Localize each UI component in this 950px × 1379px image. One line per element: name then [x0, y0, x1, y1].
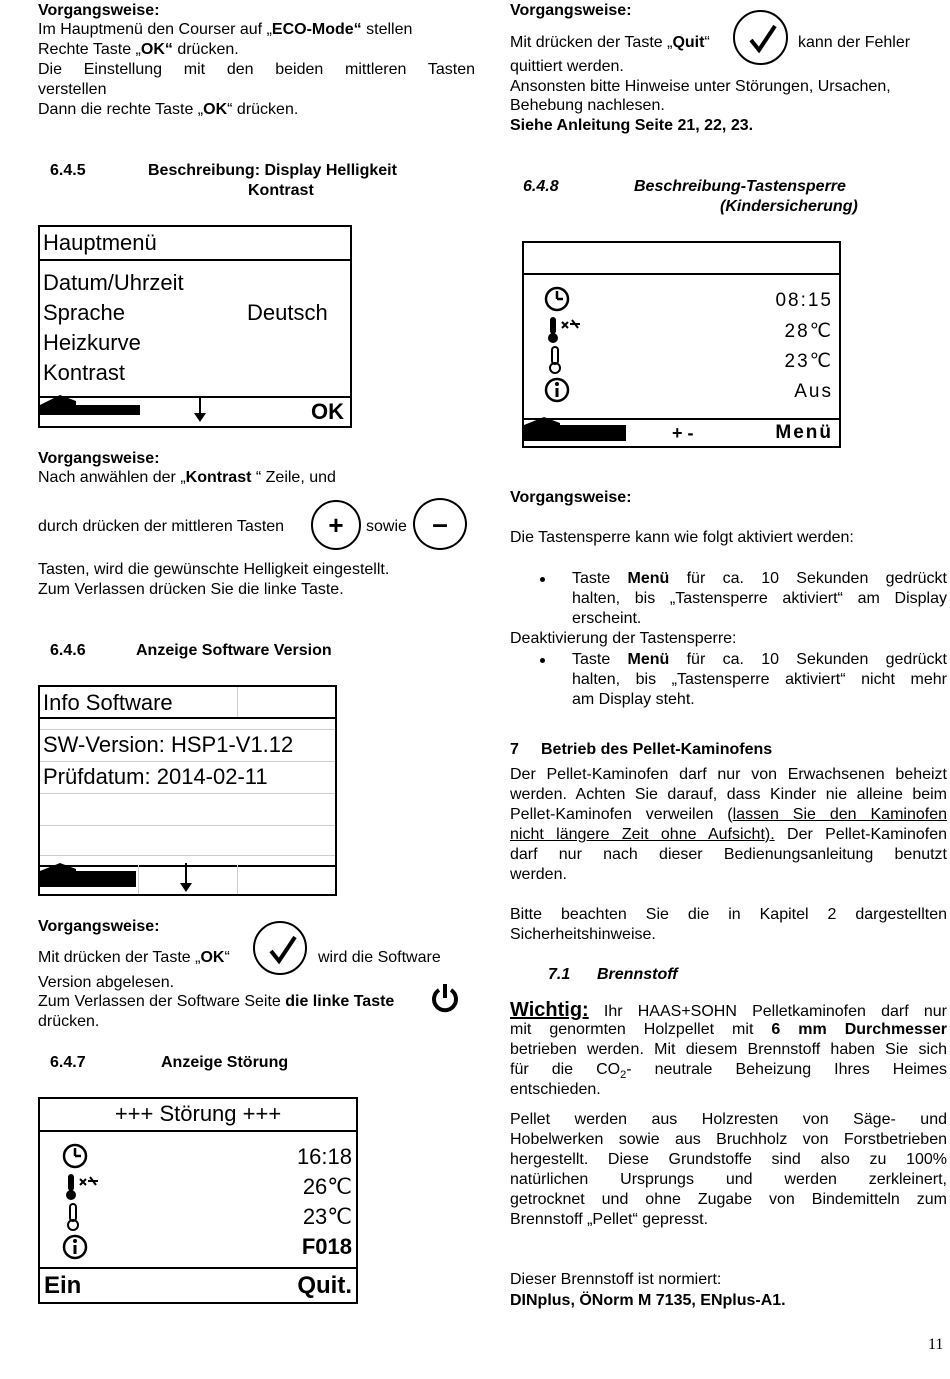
s648-bullet1-line2: halten, bis „Tastensperre aktiviert“ am Display	[572, 590, 947, 607]
ok-checkmark-icon	[253, 921, 307, 975]
lcd-temperature-2: 23℃	[302, 1204, 352, 1229]
lcd-ok-label: OK	[311, 399, 344, 424]
s646-line-3: Zum Verlassen der Software Seite die linke Taste	[38, 993, 395, 1010]
s646-line-1-end: wird die Software	[318, 949, 441, 966]
lcd-display-software-info	[38, 685, 337, 896]
back-arrow-icon	[524, 417, 634, 447]
lcd-display-main-menu	[38, 225, 352, 428]
lcd-header: Hauptmenü	[43, 230, 157, 255]
room-temperature-icon	[64, 1203, 84, 1231]
lcd-quit-button: Quit.	[297, 1272, 352, 1299]
left-top-line-4: verstellen	[38, 81, 107, 98]
lcd-header: +++ Störung +++	[114, 1101, 282, 1126]
bullet-icon	[540, 577, 545, 582]
s7-p2-line1: Bitte beachten Sie die in Kapitel 2 dargestellten	[510, 906, 947, 923]
flue-temperature-icon	[62, 1173, 102, 1201]
s648-bullet1-line1: Taste Menü für ca. 10 Sekunden gedrückt	[572, 570, 947, 587]
lcd-plus-minus: + -	[672, 423, 694, 443]
lcd-temperature-1: 28℃	[784, 321, 833, 342]
s645-heading: Vorgangsweise:	[38, 450, 160, 467]
lcd-menu-row: Kontrast	[43, 360, 125, 385]
plus-button-icon: +	[311, 500, 361, 550]
info-icon	[544, 377, 570, 403]
section-title-645-line2: Kontrast	[248, 182, 314, 199]
s71-pellet-line3: hergestellt. Diese Grundstoffe sind also zu 100%	[510, 1151, 947, 1168]
s646-line-1: Mit drücken der Taste „OK“	[38, 949, 230, 966]
lcd-menu-row: Sprache	[43, 300, 125, 325]
lcd-status: Aus	[794, 381, 833, 402]
right-top-line-1-end: kann der Fehler	[798, 34, 911, 51]
s71-wichtig-line5: entschieden.	[510, 1081, 601, 1098]
lcd-ein-button: Ein	[44, 1272, 82, 1299]
back-arrow-icon	[40, 863, 140, 893]
section-title-648-line2: (Kindersicherung)	[720, 198, 858, 215]
lcd-temperature-2: 23℃	[784, 351, 833, 372]
s645-line-4: Zum Verlassen drücken Sie die linke Taste.	[38, 581, 344, 598]
s71-wichtig-line2: mit genormten Holzpellet mit 6 mm Durchmesser	[510, 1021, 948, 1038]
s71-pellet-line6: Brennstoff „Pellet“ gepresst.	[510, 1211, 709, 1228]
info-icon	[62, 1234, 88, 1260]
quit-checkmark-icon	[733, 10, 788, 65]
s646-line-2: Version abgelesen.	[38, 974, 175, 991]
lcd-error-code: F018	[301, 1234, 352, 1259]
lcd-display-error	[38, 1097, 358, 1304]
minus-button-icon: –	[413, 498, 467, 550]
s648-intro: Die Tastensperre kann wie folgt aktiviert werden:	[510, 529, 854, 546]
s645-line-2: durch drücken der mittleren Tasten	[38, 518, 285, 535]
right-top-line-4: Behebung nachlesen.	[510, 97, 665, 114]
down-arrow-icon	[178, 863, 194, 893]
s71-norm-line2: DINplus, ÖNorm M 7135, ENplus-A1.	[510, 1292, 786, 1309]
lcd-time: 08:15	[775, 290, 833, 311]
s71-pellet-line1: Pellet werden aus Holzresten von Säge- und	[510, 1111, 947, 1128]
s71-pellet-line4: natürlichen Ursprungs und werden zerkleinert,	[510, 1171, 947, 1188]
flue-temperature-icon	[544, 316, 584, 344]
section-number-647: 6.4.7	[50, 1054, 86, 1071]
lcd-temperature-1: 26℃	[302, 1174, 352, 1199]
s645-sowie: sowie	[366, 518, 407, 535]
page-number: 11	[928, 1336, 944, 1353]
lcd-time: 16:18	[296, 1144, 352, 1169]
s645-line-3: Tasten, wird die gewünschte Helligkeit eingestellt.	[38, 561, 390, 578]
left-top-line-1: Im Hauptmenü den Courser auf „ECO-Mode“ stellen	[38, 21, 413, 38]
clock-icon	[544, 286, 570, 312]
s7-p2-line2: Sicherheitshinweise.	[510, 926, 656, 943]
room-temperature-icon	[546, 346, 566, 374]
section-number-648: 6.4.8	[523, 178, 559, 195]
s648-bullet2-line3: am Display steht.	[572, 691, 695, 708]
left-top-heading: Vorgangsweise:	[38, 2, 160, 19]
down-arrow-icon	[192, 397, 208, 423]
section-number-7: 7	[510, 741, 519, 758]
s71-norm-line1: Dieser Brennstoff ist normiert:	[510, 1271, 722, 1288]
s648-bullet2-line2: halten, bis „Tastensperre aktiviert“ nicht mehr	[572, 671, 947, 688]
right-top-line-3: Ansonsten bitte Hinweise unter Störungen, Ursachen,	[510, 78, 891, 95]
s7-p1-line4: nicht längere Zeit ohne Aufsicht). Der Pellet-Kaminofen	[510, 826, 948, 843]
s648-bullet1-line3: erscheint.	[572, 610, 642, 627]
s71-wichtig-line1: Wichtig: Ihr HAAS+SOHN Pelletkaminofen darf nur	[510, 999, 947, 1021]
s71-wichtig-line4: für die $CO_2-$ neutrale Beheizung Ihres Heimes	[510, 1061, 947, 1082]
lcd-software-version: SW-Version: HSP1-V1.12	[43, 732, 294, 757]
s646-heading: Vorgangsweise:	[38, 918, 160, 935]
lcd-display-key-lock	[522, 241, 841, 448]
s648-deactivation: Deaktivierung der Tastensperre:	[510, 630, 737, 647]
s648-bullet2-line1: Taste Menü für ca. 10 Sekunden gedrückt	[572, 651, 947, 668]
section-title-7: Betrieb des Pellet-Kaminofens	[541, 741, 773, 758]
s7-p1-line1: Der Pellet-Kaminofen darf nur von Erwachsenen beheizt	[510, 766, 947, 783]
clock-icon	[62, 1143, 88, 1169]
section-title-645-line1: Beschreibung: Display Helligkeit	[148, 162, 397, 179]
back-arrow-icon	[40, 395, 150, 425]
s7-p1-line3: Pellet-Kaminofen verweilen (lassen Sie den Kaminofen	[510, 806, 947, 823]
section-title-648-line1: Beschreibung-Tastensperre	[634, 178, 846, 195]
right-top-line-1: Mit drücken der Taste „Quit“	[510, 34, 710, 51]
s645-line-1: Nach anwählen der „Kontrast “ Zeile, und	[38, 469, 336, 486]
section-number-646: 6.4.6	[50, 642, 86, 659]
lcd-sprache-value: Deutsch	[247, 300, 328, 325]
section-title-71: Brennstoff	[597, 966, 678, 983]
left-top-line-3: Die Einstellung mit den beiden mittleren Tasten	[38, 61, 475, 78]
section-number-645: 6.4.5	[50, 162, 86, 179]
left-top-line-5: Dann die rechte Taste „OK“ drücken.	[38, 101, 299, 118]
s648-heading: Vorgangsweise:	[510, 489, 632, 506]
left-top-line-2: Rechte Taste „OK“ drücken.	[38, 41, 239, 58]
s71-pellet-line2: Hobelwerken sowie aus Bruchholz von Forstbetrieben	[510, 1131, 947, 1148]
section-title-646: Anzeige Software Version	[136, 642, 332, 659]
lcd-menu-row: Datum/Uhrzeit	[43, 270, 184, 295]
right-top-heading: Vorgangsweise:	[510, 2, 632, 19]
lcd-menu-label: Menü	[775, 422, 833, 443]
s646-line-4: drücken.	[38, 1013, 100, 1030]
s7-p1-line2: werden. Achten Sie darauf, dass Kinder nie alleine beim	[510, 786, 947, 803]
section-title-647: Anzeige Störung	[161, 1054, 289, 1071]
lcd-menu-row: Heizkurve	[43, 330, 141, 355]
s7-p1-line5: darf nur nach dieser Bedienungsanleitung benutzt	[510, 846, 947, 863]
lcd-header: Info Software	[43, 690, 173, 715]
right-top-line-2: quittiert werden.	[510, 58, 624, 75]
section-number-71: 7.1	[548, 966, 571, 983]
right-top-line-5: Siehe Anleitung Seite 21, 22, 23.	[510, 117, 754, 134]
s7-p1-line6: werden.	[510, 866, 567, 883]
s71-pellet-line5: getrocknet und ohne Zugabe von Bindemitteln zum	[510, 1191, 947, 1208]
power-icon	[430, 982, 460, 1014]
bullet-icon	[540, 658, 545, 663]
s71-wichtig-line3: betrieben werden. Mit diesem Brennstoff haben Sie sich	[510, 1041, 947, 1058]
lcd-test-date: Prüfdatum: 2014-02-11	[43, 764, 268, 789]
